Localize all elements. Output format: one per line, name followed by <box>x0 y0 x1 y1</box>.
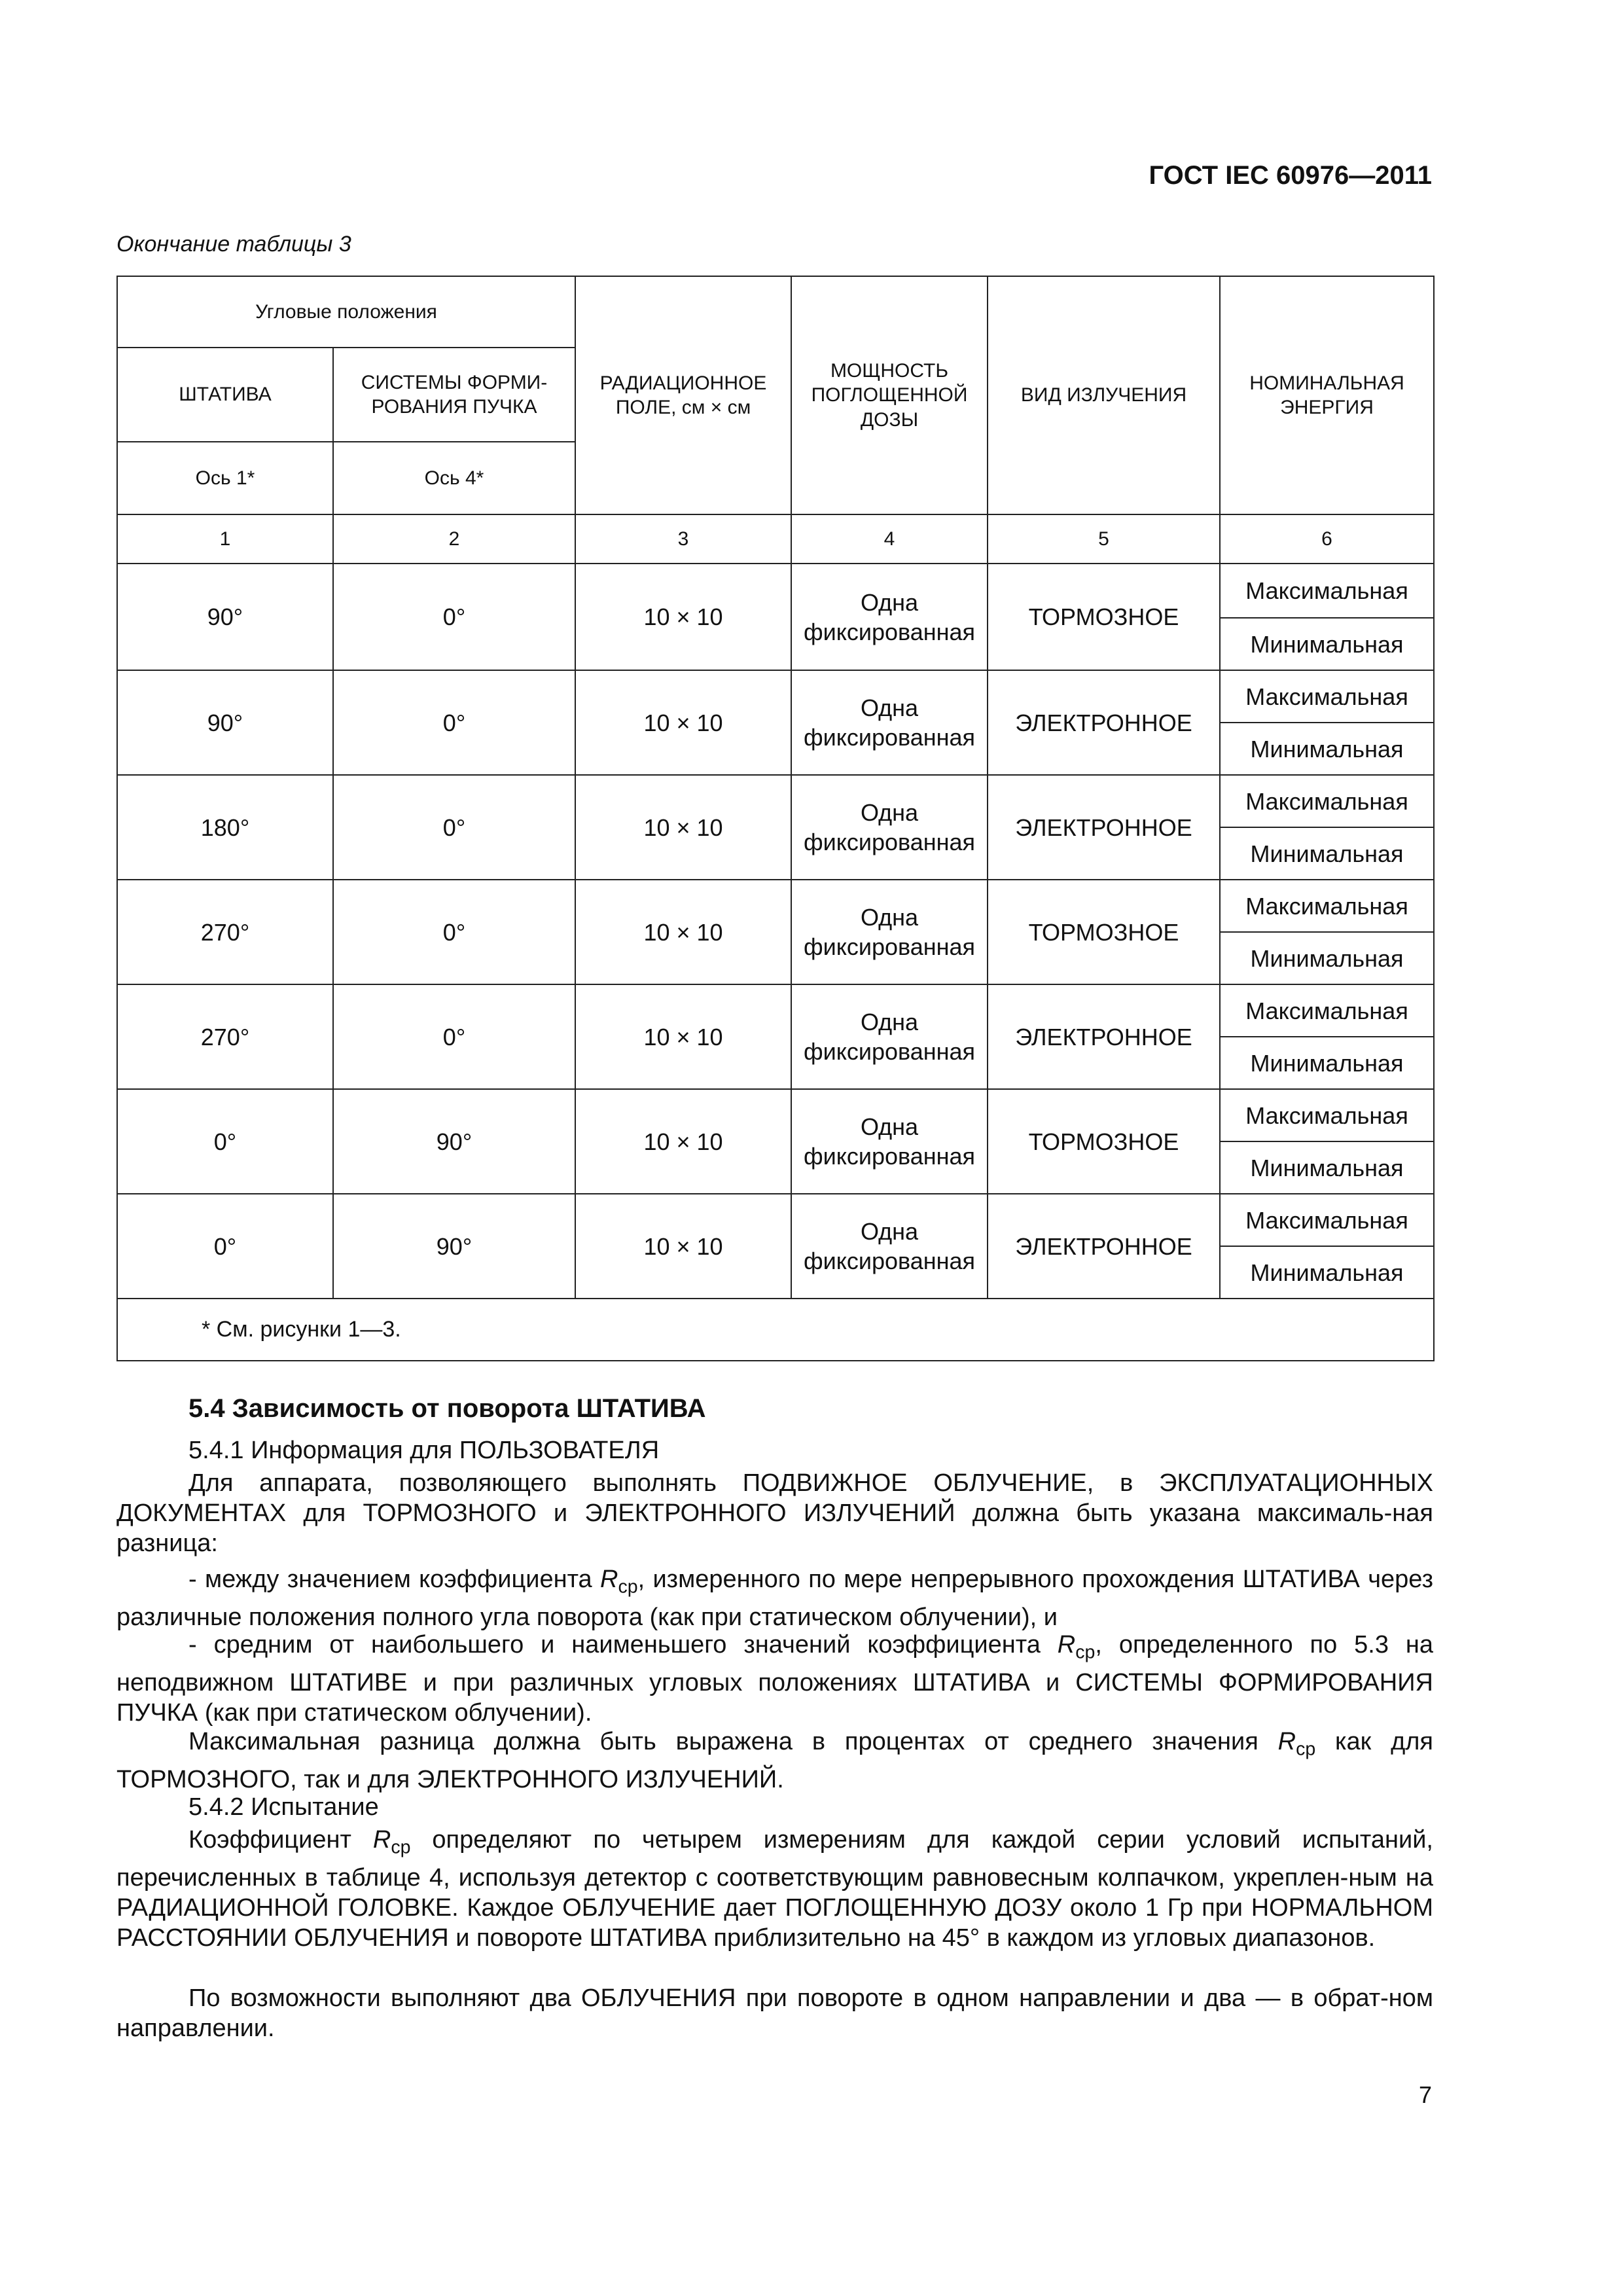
table-row <box>117 564 1434 618</box>
cell-field: 10 × 10 <box>575 775 791 880</box>
cell-beam: 0° <box>333 564 575 670</box>
cell-energy-min: Минимальная <box>1220 618 1434 670</box>
header-angular-positions: Угловые положения <box>117 276 575 348</box>
cell-field: 10 × 10 <box>575 984 791 1089</box>
cell-dose: Одна фиксированная <box>791 1194 988 1299</box>
paragraph: - средним от наибольшего и наименьшего значений коэффициента $R_{ср}$, определенного по 5.3 на неподвижном ШТАТИВЕ и при различных угловых положениях ШТАТИВА и СИСТЕМЫ ФОРМИРОВАНИЯ ПУЧКА (как при статическом облучении). <box>116 1631 1433 1727</box>
symbol-r: R <box>600 1566 618 1593</box>
cell-energy-min: Минимальная <box>1220 827 1434 880</box>
symbol-subscript: ср <box>391 1837 411 1858</box>
cell-beam: 0° <box>333 984 575 1089</box>
column-number: 2 <box>333 514 575 564</box>
cell-field: 10 × 10 <box>575 880 791 984</box>
header-radiation-type: ВИД ИЗЛУЧЕНИЯ <box>988 276 1220 514</box>
cell-field: 10 × 10 <box>575 564 791 670</box>
cell-energy-max: Максимальная <box>1220 1194 1434 1246</box>
cell-type: ТОРМОЗНОЕ <box>988 880 1220 984</box>
cell-dose: Одна фиксированная <box>791 775 988 880</box>
cell-dose: Одна фиксированная <box>791 984 988 1089</box>
column-number: 6 <box>1220 514 1434 564</box>
document-code: ГОСТ IEC 60976—2011 <box>1149 161 1432 190</box>
cell-energy-min: Минимальная <box>1220 723 1434 775</box>
table-row <box>117 670 1434 723</box>
table-row <box>117 775 1434 827</box>
cell-type: ЭЛЕКТРОННОЕ <box>988 1194 1220 1299</box>
table-row <box>117 880 1434 932</box>
cell-stand: 270° <box>117 984 333 1089</box>
cell-stand: 0° <box>117 1089 333 1194</box>
cell-dose: Одна фиксированная <box>791 1089 988 1194</box>
cell-dose: Одна фиксированная <box>791 564 988 670</box>
cell-type: ЭЛЕКТРОННОЕ <box>988 670 1220 775</box>
cell-stand: 90° <box>117 564 333 670</box>
paragraph: - между значением коэффициента $R_{ср}$, измеренного по мере непрерывного прохождения ШТАТИВА через различные положения полного угла поворота (как при статическом облучении), и <box>116 1566 1434 1631</box>
cell-energy-max: Максимальная <box>1220 564 1434 618</box>
cell-beam: 90° <box>333 1089 575 1194</box>
cell-beam: 90° <box>333 1194 575 1299</box>
cell-energy-max: Максимальная <box>1220 984 1434 1037</box>
subsection-title: 5.4.2 Испытание <box>188 1793 379 1821</box>
cell-type: ЭЛЕКТРОННОЕ <box>988 984 1220 1089</box>
table-row <box>117 1194 1434 1246</box>
header-nominal-energy: НОМИНАЛЬНАЯ ЭНЕРГИЯ <box>1220 276 1434 514</box>
symbol-r: R <box>1277 1728 1296 1755</box>
paragraph: По возможности выполняют два ОБЛУЧЕНИЯ при повороте в одном направлении и два — в обрат-ном направлении. <box>116 1984 1433 2042</box>
cell-field: 10 × 10 <box>575 1194 791 1299</box>
symbol-subscript: ср <box>1296 1738 1316 1760</box>
symbol-r: R <box>1057 1631 1076 1659</box>
table-row <box>117 1089 1434 1141</box>
column-number: 3 <box>575 514 791 564</box>
cell-dose: Одна фиксированная <box>791 670 988 775</box>
header-stand: ШТАТИВА <box>117 348 333 442</box>
subsection-title: 5.4.1 Информация для ПОЛЬЗОВАТЕЛЯ <box>188 1437 660 1464</box>
cell-dose: Одна фиксированная <box>791 880 988 984</box>
header-dose-rate: МОЩНОСТЬ ПОГЛОЩЕННОЙ ДОЗЫ <box>791 276 988 514</box>
table-footnote: * См. рисунки 1—3. <box>117 1299 1434 1361</box>
cell-energy-min: Минимальная <box>1220 932 1434 984</box>
cell-type: ТОРМОЗНОЕ <box>988 1089 1220 1194</box>
header-radiation-field: РАДИАЦИОННОЕ ПОЛЕ, см × см <box>575 276 791 514</box>
header-axis-1: Ось 1* <box>117 442 333 514</box>
paragraph: Коэффициент $R_{ср}$ определяют по четырем измерениям для каждой серии условий испытаний, перечисленных в таблице 4, используя детектор с соответствующим равновесным колпачком, укреплен-ным на РАДИАЦИОННОЙ ГОЛОВКЕ. Каждое ОБЛУЧЕНИЕ дает ПОГЛОЩЕННУЮ ДОЗУ около 1 Гр при НОРМАЛЬНОМ РАССТОЯНИИ ОБЛУЧЕНИЯ и повороте ШТАТИВА приблизительно на 45° в каждом из угловых диапазонов. <box>116 1826 1433 1952</box>
paragraph: Для аппарата, позволяющего выполнять ПОДВИЖНОЕ ОБЛУЧЕНИЕ, в ЭКСПЛУАТАЦИОННЫХ ДОКУМЕНТАХ для ТОРМОЗНОГО и ЭЛЕКТРОННОГО ИЗЛУЧЕНИЙ должна быть указана максималь-ная разница: <box>116 1469 1433 1557</box>
cell-stand: 180° <box>117 775 333 880</box>
symbol-subscript: ср <box>618 1576 638 1598</box>
column-number: 1 <box>117 514 333 564</box>
cell-stand: 0° <box>117 1194 333 1299</box>
cell-energy-min: Минимальная <box>1220 1246 1434 1299</box>
paragraph: Максимальная разница должна быть выражена в процентах от среднего значения $R_{ср}$ как для ТОРМОЗНОГО, так и для ЭЛЕКТРОННОГО ИЗЛУЧЕНИЙ. <box>116 1728 1433 1793</box>
column-number: 5 <box>988 514 1220 564</box>
page-number: 7 <box>1418 2081 1432 2108</box>
column-number: 4 <box>791 514 988 564</box>
cell-energy-min: Минимальная <box>1220 1141 1434 1194</box>
section-title: 5.4 Зависимость от поворота ШТАТИВА <box>188 1394 706 1423</box>
cell-stand: 270° <box>117 880 333 984</box>
cell-energy-min: Минимальная <box>1220 1037 1434 1089</box>
cell-energy-max: Максимальная <box>1220 880 1434 932</box>
header-axis-4: Ось 4* <box>333 442 575 514</box>
cell-energy-max: Максимальная <box>1220 670 1434 723</box>
table-3 <box>116 276 1435 1361</box>
cell-field: 10 × 10 <box>575 670 791 775</box>
table-caption: Окончание таблицы 3 <box>116 232 351 257</box>
symbol-r: R <box>372 1826 391 1854</box>
header-beam-system: СИСТЕМЫ ФОРМИ-РОВАНИЯ ПУЧКА <box>333 348 575 442</box>
cell-energy-max: Максимальная <box>1220 1089 1434 1141</box>
cell-beam: 0° <box>333 670 575 775</box>
cell-beam: 0° <box>333 880 575 984</box>
cell-type: ЭЛЕКТРОННОЕ <box>988 775 1220 880</box>
cell-field: 10 × 10 <box>575 1089 791 1194</box>
symbol-subscript: ср <box>1075 1641 1096 1663</box>
table-row <box>117 984 1434 1037</box>
cell-beam: 0° <box>333 775 575 880</box>
cell-energy-max: Максимальная <box>1220 775 1434 827</box>
cell-type: ТОРМОЗНОЕ <box>988 564 1220 670</box>
cell-stand: 90° <box>117 670 333 775</box>
